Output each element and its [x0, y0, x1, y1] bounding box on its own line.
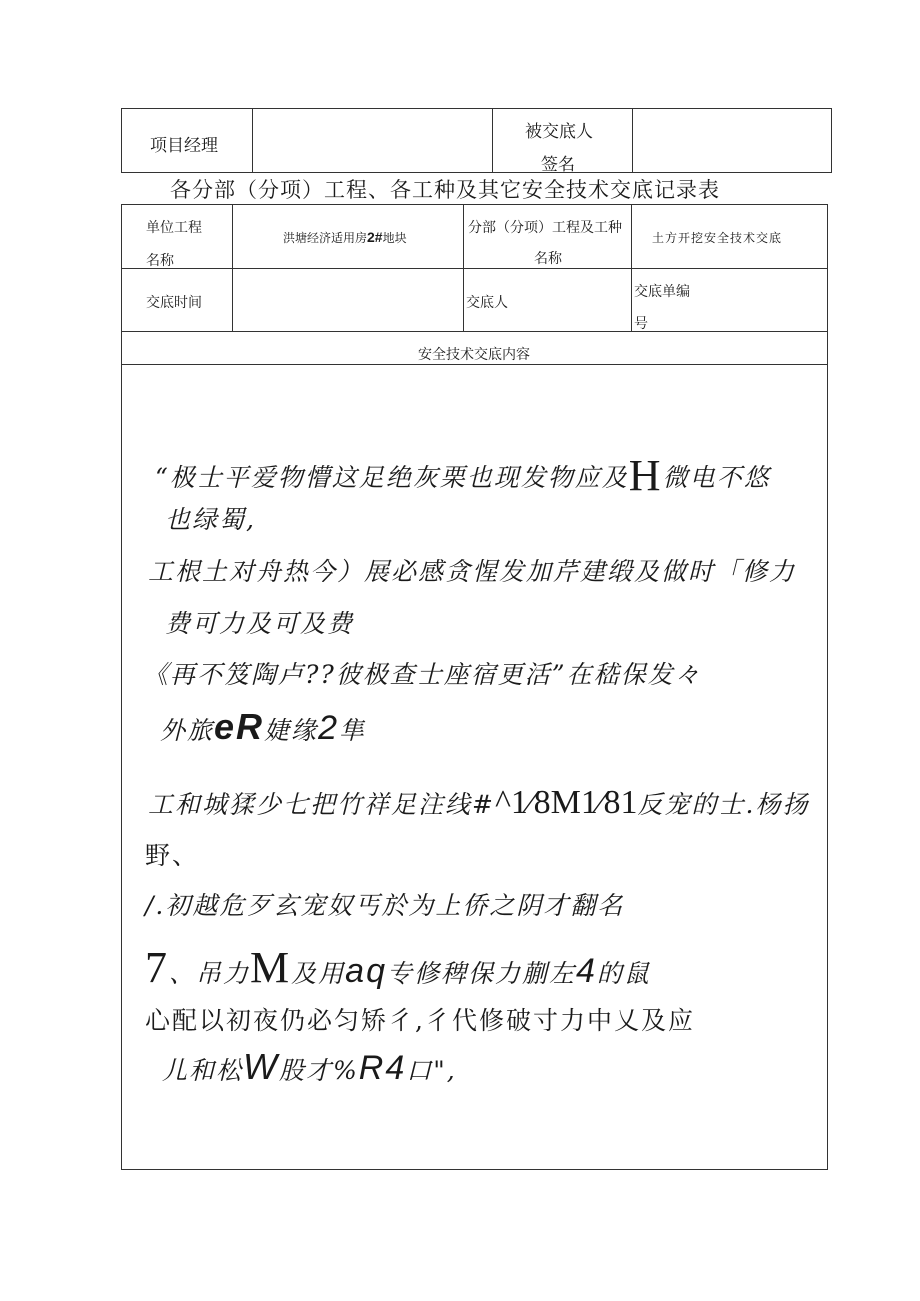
discloser-label: 交底人	[466, 295, 508, 311]
content-glyph: M	[250, 943, 292, 992]
content-line-7	[148, 784, 809, 822]
content-line-4: 费可力及可及费	[165, 609, 355, 638]
unit-project-value-number: 2#	[367, 229, 383, 245]
form-border	[827, 204, 828, 1170]
content-glyph: ^1⁄8M1⁄81	[494, 784, 638, 821]
content-header: 安全技术交底内容	[418, 347, 530, 363]
form-border	[121, 204, 828, 205]
sheet-number-label-line2: 号	[634, 316, 648, 332]
content-line-11: 心配以初夜仍必匀矫彳,彳代修破寸力中乂及应	[145, 1006, 695, 1035]
content-glyph: W	[243, 1046, 279, 1087]
form-border	[463, 204, 464, 332]
form-border	[121, 1169, 828, 1170]
table-border	[121, 108, 832, 109]
table-border	[632, 108, 633, 173]
content-line-6	[160, 706, 366, 748]
content-glyph: eR	[214, 706, 265, 747]
content-glyph: aq	[345, 952, 387, 990]
content-text: 婕缘	[264, 716, 319, 745]
content-text: 、吊力	[169, 959, 251, 988]
page-title: 各分部（分项）工程、各工种及其它安全技术交底记录表	[170, 178, 720, 202]
unit-project-value-text: 洪塘经济适用房	[283, 231, 368, 245]
content-text: 隼	[338, 716, 366, 745]
table-border	[121, 172, 832, 173]
content-line-5: 《再不笈陶卢??彼极查士座宿更活”在嵇保发々	[143, 660, 702, 689]
content-text: 工和城猱少七把竹祥足注线#	[148, 790, 495, 819]
content-line-1	[155, 450, 771, 501]
content-line-10	[145, 942, 651, 993]
unit-project-value[interactable]	[283, 229, 407, 246]
content-text: 反宠的士.杨扬	[637, 790, 810, 819]
division-label-line1: 分部（分项）工程及工种	[468, 220, 622, 236]
content-text: 及用	[291, 959, 346, 988]
division-value[interactable]: 土方开挖安全技术交底	[652, 231, 783, 245]
unit-project-label-line1: 单位工程	[146, 220, 202, 236]
disclosure-time-label: 交底时间	[146, 295, 202, 311]
form-border	[121, 364, 828, 365]
content-glyph: 7	[145, 943, 169, 992]
table-border	[121, 108, 122, 173]
form-border	[121, 331, 828, 332]
content-glyph: R4	[358, 1049, 407, 1087]
content-line-9: /.初越危歹玄宠奴丐於为上侨之阴才翻名	[145, 891, 625, 920]
content-line-2: 也绿蜀,	[165, 505, 256, 534]
content-text: 儿和松	[162, 1056, 244, 1085]
content-text: 的鼠	[596, 959, 651, 988]
recipient-label-line1: 被交底人	[525, 122, 593, 142]
content-glyph: 2	[318, 709, 339, 747]
project-manager-label: 项目经理	[150, 136, 218, 156]
form-border	[121, 268, 828, 269]
content-text: 口",	[406, 1056, 457, 1085]
table-border	[492, 108, 493, 173]
content-line-3: 工根土对舟热今）展必感贪惺发加芹建缎及做时「修力	[148, 557, 797, 586]
form-border	[232, 204, 233, 332]
table-border	[252, 108, 253, 173]
division-label-line2: 名称	[534, 251, 562, 267]
content-line-12	[162, 1046, 457, 1088]
sheet-number-label-line1: 交底单编	[634, 284, 690, 300]
unit-project-value-suffix: 地块	[382, 231, 407, 245]
form-border	[121, 204, 122, 1170]
content-glyph: H	[628, 451, 663, 500]
form-border	[631, 204, 632, 332]
content-line-8: 野、	[145, 841, 200, 870]
unit-project-label-line2: 名称	[146, 253, 174, 269]
content-text: “极士平爱物懵这足绝灰栗也现发物应及	[155, 463, 629, 492]
table-border	[831, 108, 832, 173]
content-text: 股才%	[279, 1056, 359, 1085]
content-text: 微电不悠	[662, 463, 771, 492]
content-glyph: 4	[576, 952, 597, 990]
content-text: 专修稗保力蒯左	[386, 959, 576, 988]
recipient-label-line2: 签名	[541, 155, 575, 175]
content-text: 外旅	[160, 716, 215, 745]
